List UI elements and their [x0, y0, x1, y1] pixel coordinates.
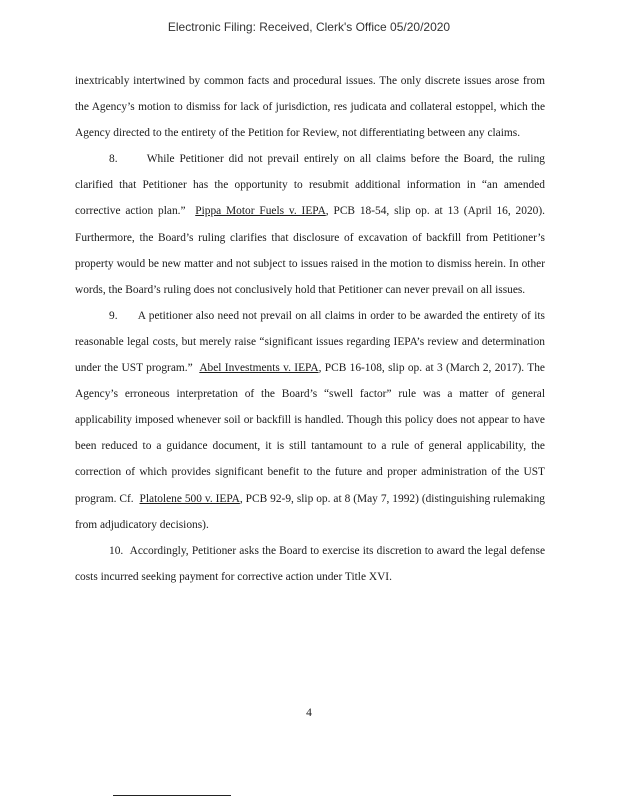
- case-citation-abel: Abel Investments v. IEPA: [199, 362, 319, 375]
- filing-stamp-header: Electronic Filing: Received, Clerk's Office 05/20/2020: [167, 20, 451, 34]
- paragraph-9: [75, 303, 545, 538]
- continuation-paragraph: inextricably intertwined by common facts and procedural issues. The only discrete issues arose from the Agency’s motion to dismiss for lack of jurisdiction, res judicata and collateral estoppel, which the Agency directed to the entirety of the Petition for Review, not differentiating between any claims.: [75, 75, 545, 140]
- footnote-divider: [113, 795, 231, 796]
- paragraph-10-number: 10.: [109, 544, 124, 557]
- paragraph-9-text-3: , PCB 92-9, slip op. at 8 (May 7, 1992) (distinguishing rulemaking from adjudicatory decisions).: [75, 492, 545, 531]
- paragraph-8-text-1: While Petitioner did not prevail entirely on all claims before the Board, the ruling clarified that Petitioner has the opportunity to resubmit additional information in “an amended corrective action plan.”: [75, 153, 545, 218]
- paragraph-8-number: 8.: [109, 153, 118, 166]
- case-citation-pippa: Pippa Motor Fuels v. IEPA: [195, 205, 326, 218]
- paragraph-9-text-1: A petitioner also need not prevail on all claims in order to be awarded the entirety of its reasonable legal costs, but merely raise “significant issues regarding IEPA’s review and determination under the UST program.”: [75, 309, 545, 375]
- paragraph-8-text-2: , PCB 18-54, slip op. at 13 (April 16, 2020). Furthermore, the Board’s ruling clarifies that disclosure of excavation of backfill from Petitioner’s property would be new matter and not subject to issues raised in the motion to dismiss herein. In other words, the Board’s ruling does not conclusively hold that Petitioner can never prevail on all issues.: [75, 205, 545, 296]
- paragraph-9-text-2: , PCB 16-108, slip op. at 3 (March 2, 2017). The Agency’s erroneous interpretation of the Board’s “swell factor” rule was a matter of general applicability imposed whenever soil or backfill is handled. Though this policy does not appear to have been reduced to a guidance document, it is still tantamount to a rule of general applicability, the correction of which provides significant benefit to the future and proper administration of the UST program. Cf.: [75, 362, 545, 505]
- paragraph-8: [75, 146, 545, 303]
- document-body: [75, 68, 545, 590]
- paragraph-9-number: 9.: [109, 309, 118, 322]
- page-number: 4: [306, 707, 312, 719]
- case-citation-platolene: Platolene 500 v. IEPA: [139, 492, 240, 505]
- paragraph-10: [75, 538, 545, 590]
- paragraph-10-text: Accordingly, Petitioner asks the Board to exercise its discretion to award the legal defense costs incurred seeking payment for corrective action under Title XVI.: [75, 544, 545, 583]
